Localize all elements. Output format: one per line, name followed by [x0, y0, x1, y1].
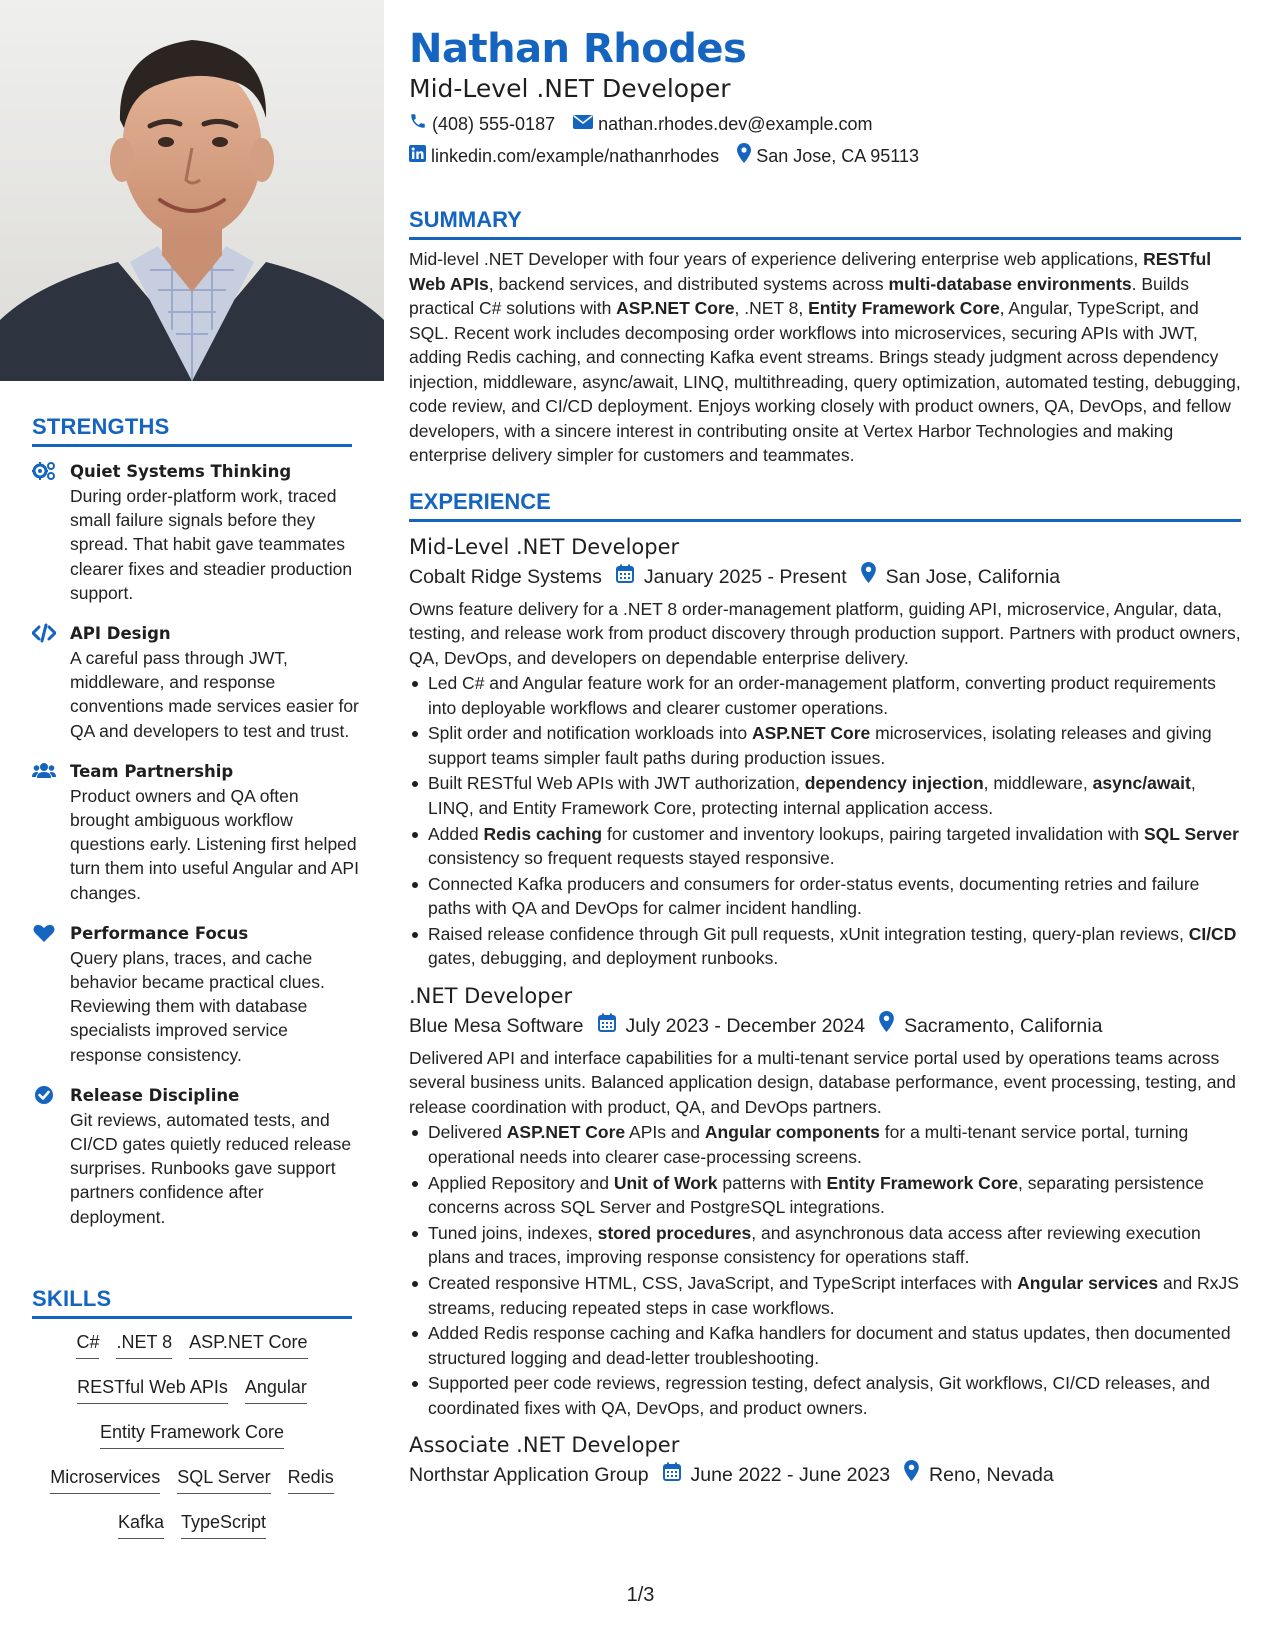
text-run: , and asynchronous data access after reviewing execution plans and traces, improving response consistency for operations staff. [428, 1222, 1201, 1268]
bullet-item [409, 1221, 1241, 1270]
job-meta [409, 1011, 1241, 1041]
calendar-icon [598, 1011, 626, 1041]
strength-name: API Design [70, 624, 171, 644]
strength-desc: A careful pass through JWT, middleware, and response conventions made services easier for QA and developers to test and trust. [70, 648, 359, 741]
job-dates-text: June 2022 - June 2023 [690, 1464, 891, 1487]
job-dates-text: July 2023 - December 2024 [625, 1014, 866, 1037]
bullet-item [409, 1371, 1241, 1420]
strength-name: Team Partnership [70, 761, 234, 781]
text-run: Connected Kafka producers and consumers for order-status events, documenting retries and failure paths with QA and DevOps for calmer incident handling. [428, 873, 1200, 919]
skill-tag: RESTful Web APIs [77, 1375, 228, 1404]
text-run: Built RESTful Web APIs with JWT authorization, [428, 773, 805, 794]
map-pin-icon [904, 1460, 929, 1490]
linkedin-icon [409, 144, 431, 168]
bold-text: SQL Server [1143, 823, 1239, 844]
person-name: Nathan Rhodes [409, 26, 747, 72]
contact-row-1 [409, 112, 1241, 136]
skill-tag: Angular [245, 1375, 307, 1404]
text-run: and RxJS streams, reducing repeated steps in case workflows. [428, 1273, 1239, 1318]
text-run: Tuned joins, indexes, [428, 1222, 598, 1243]
map-pin-icon [861, 562, 886, 592]
heart-icon [32, 923, 56, 943]
strength-name: Performance Focus [70, 923, 249, 943]
job-location-text: Reno, Nevada [929, 1464, 1054, 1487]
contact-row-2 [409, 143, 1241, 169]
email-contact[interactable] [573, 112, 872, 136]
bullet-item [409, 771, 1241, 820]
bold-text: ASP.NET Core [616, 298, 735, 318]
job-entry [409, 981, 1241, 1420]
text-run: Mid-level .NET Developer with four years of experience delivering enterprise web applications, [409, 249, 1144, 269]
calendar-icon [616, 562, 644, 592]
text-run: consistency so frequent requests stayed responsive. [428, 848, 835, 869]
job-title: Associate .NET Developer [409, 1433, 680, 1458]
job-entry [409, 1430, 1241, 1490]
text-run: , .NET 8, [734, 298, 809, 318]
location-contact [737, 143, 919, 169]
skill-tag: TypeScript [181, 1510, 266, 1539]
job-location [904, 1460, 1054, 1490]
job-description: Owns feature delivery for a .NET 8 order-management platform, guiding API, microservice, Angular, data, testing, and release work from product discovery through production support. Partners with product owners, QA, DevOps, and developers on dependable enterprise delivery. [409, 598, 1241, 668]
job-dates [616, 562, 847, 592]
bold-text: RESTful Web APIs [409, 249, 1212, 294]
job-meta [409, 562, 1241, 592]
experience-heading: EXPERIENCE [409, 489, 1241, 522]
strength-name: Release Discipline [70, 1085, 240, 1105]
bold-text: Entity Framework Core [826, 1172, 1019, 1193]
sidebar [0, 0, 384, 1650]
summary-text [409, 247, 1241, 468]
text-run: Created responsive HTML, CSS, JavaScript, and TypeScript interfaces with [428, 1273, 1018, 1293]
skill-tag: Kafka [118, 1510, 164, 1539]
text-run: for customer and inventory lookups, pairing targeted invalidation with [602, 823, 1144, 844]
job-location-text: San Jose, California [885, 565, 1061, 588]
calendar-icon [663, 1460, 691, 1490]
strength-desc: Product owners and QA often brought ambiguous workflow questions early. Listening first helped turn them into useful Angular and API changes. [70, 785, 359, 903]
bold-text: multi-database environments [888, 273, 1132, 294]
bold-text: ASP.NET Core [506, 1122, 626, 1143]
gears-icon [32, 461, 56, 481]
check-circle-icon [32, 1085, 56, 1105]
job-dates-text: January 2025 - Present [643, 565, 847, 588]
job-location [861, 562, 1061, 592]
bullet-item [409, 1321, 1241, 1370]
map-pin-icon [737, 143, 756, 169]
map-pin-icon [879, 1011, 904, 1041]
bullet-item [409, 922, 1241, 971]
skill-tag: Entity Framework Core [100, 1420, 284, 1449]
job-title: Mid-Level .NET Developer [409, 534, 680, 559]
skill-tag: Redis [288, 1465, 334, 1494]
skill-row [32, 1510, 352, 1539]
text-run: , middleware, [983, 773, 1093, 794]
person-role: Mid-Level .NET Developer [409, 74, 731, 103]
skill-tag: SQL Server [177, 1465, 270, 1494]
bold-text: Angular components [704, 1122, 880, 1143]
skill-tag: ASP.NET Core [189, 1330, 307, 1359]
text-run: Added [428, 823, 484, 844]
text-run: Split order and notification workloads into [428, 723, 752, 744]
text-run: Added Redis response caching and Kafka handlers for document and status updates, then documented structured logging and dead-letter troubleshooting. [428, 1323, 1231, 1368]
skill-tag: Microservices [50, 1465, 160, 1494]
company-name: Blue Mesa Software [409, 1014, 584, 1037]
job-description: Delivered API and interface capabilities for a multi-tenant service portal used by operations teams across several business units. Balanced application design, database performance, event processing, testing, and release coordination with product, QA, and DevOps partners. [409, 1047, 1236, 1117]
skill-tag: C# [76, 1330, 99, 1359]
bullet-item [409, 1120, 1241, 1169]
text-run: Raised release confidence through Git pull requests, xUnit integration testing, query-plan reviews, [428, 923, 1189, 944]
bullet-item [409, 671, 1241, 720]
job-location [879, 1011, 1102, 1041]
bullet-item [409, 822, 1241, 871]
bold-text: async/await [1092, 773, 1191, 794]
skill-row [32, 1375, 352, 1404]
bold-text: dependency injection [804, 773, 984, 794]
code-icon [32, 623, 56, 643]
strength-item [32, 760, 362, 905]
text-run: , backend services, and distributed systems across [488, 273, 889, 294]
text-run: gates, debugging, and deployment runbooks. [428, 948, 779, 969]
skill-row [32, 1330, 352, 1359]
text-run: , Angular, TypeScript, and SQL. Recent work includes decomposing order workflows into microservices, securing APIs with JWT, adding Redis caching, and connecting Kafka event streams. Brings steady judgment across dependency injection, middleware, async/await, LINQ, multithreading, query optimization, automated testing, debugging, code review, and CI/CD deployment. Enjoys working closely with product owners, QA, DevOps, and fellow developers, with a sincere interest in contributing onsite at Vertex Harbor Technologies and making enterprise delivery simpler for customers and teammates. [409, 298, 1241, 465]
text-run: Delivered [428, 1122, 507, 1143]
text-run: APIs and [625, 1122, 705, 1143]
job-meta [409, 1460, 1241, 1490]
bold-text: ASP.NET Core [751, 723, 871, 744]
text-run: patterns with [717, 1172, 827, 1193]
phone-text: (408) 555-0187 [432, 114, 556, 134]
main-content [409, 24, 1241, 1490]
bullet-item [409, 1171, 1241, 1220]
strengths-heading: STRENGTHS [32, 414, 352, 447]
text-run: Led C# and Angular feature work for an order-management platform, converting product requirements into deployable workflows and clearer customer operations. [428, 673, 1216, 718]
job-bullets [409, 1120, 1241, 1420]
text-run: Applied Repository and [428, 1172, 614, 1193]
strengths-list [32, 460, 362, 1246]
job-entry [409, 532, 1241, 971]
text-run: microservices, isolating releases and giving support teams simpler fault paths during production issues. [428, 723, 1212, 768]
company-name: Cobalt Ridge Systems [409, 565, 602, 588]
email-text: nathan.rhodes.dev@example.com [598, 114, 873, 134]
skills-list [32, 1330, 352, 1555]
text-run: , separating persistence concerns across SQL Server and PostgreSQL integrations. [428, 1172, 1204, 1218]
profile-photo [0, 0, 384, 381]
bold-text: CI/CD [1188, 923, 1237, 944]
bold-text: stored procedures [597, 1222, 752, 1243]
job-dates [663, 1460, 891, 1490]
bullet-item [409, 872, 1241, 921]
job-dates [598, 1011, 866, 1041]
envelope-icon [573, 112, 598, 136]
strength-desc: During order-platform work, traced small failure signals before they spread. That habit gave teammates clearer fixes and steadier production support. [70, 486, 353, 603]
job-bullets [409, 671, 1241, 971]
summary-heading: SUMMARY [409, 207, 1241, 240]
bold-text: Unit of Work [613, 1172, 718, 1193]
phone-contact[interactable] [409, 112, 555, 136]
text-run: , LINQ, and Entity Framework Core, protecting internal application access. [428, 773, 1196, 818]
job-location-text: Sacramento, California [904, 1014, 1103, 1037]
bold-text: Redis caching [483, 823, 603, 844]
strength-name: Quiet Systems Thinking [70, 462, 292, 481]
bold-text: Angular services [1017, 1273, 1159, 1293]
job-title: .NET Developer [409, 983, 573, 1008]
strength-item [32, 460, 362, 605]
skill-tag: .NET 8 [116, 1330, 172, 1359]
text-run: Supported peer code reviews, regression testing, defect analysis, Git workflows, CI/CD releases, and coordinated fixes with QA, DevOps, and product owners. [428, 1373, 1211, 1418]
page-number: 1/3 [626, 1584, 655, 1606]
phone-icon [409, 112, 432, 136]
strength-item [32, 1084, 362, 1229]
skill-row [32, 1420, 352, 1449]
strength-item [32, 922, 362, 1067]
experience-list [409, 532, 1241, 1491]
strength-desc: Git reviews, automated tests, and CI/CD gates quietly reduced release surprises. Runbooks gave support partners confidence after deployment. [70, 1109, 352, 1227]
text-run: . Builds practical C# solutions with [409, 273, 1190, 318]
company-name: Northstar Application Group [409, 1464, 649, 1487]
bullet-item [409, 1271, 1241, 1320]
users-icon [32, 761, 56, 781]
bullet-item [409, 721, 1241, 770]
strength-item [32, 622, 362, 743]
strength-desc: Query plans, traces, and cache behavior became practical clues. Reviewing them with database specialists improved service response consistency. [70, 947, 325, 1065]
skill-row [32, 1465, 352, 1494]
skills-heading: SKILLS [32, 1286, 352, 1319]
linkedin-text: linkedin.com/example/nathanrhodes [431, 146, 720, 166]
bold-text: Entity Framework Core [808, 298, 1000, 318]
linkedin-contact[interactable] [409, 144, 719, 168]
text-run: for a multi-tenant service portal, turning operational needs into clearer case-processing screens. [428, 1122, 1189, 1167]
location-text: San Jose, CA 95113 [756, 146, 919, 166]
